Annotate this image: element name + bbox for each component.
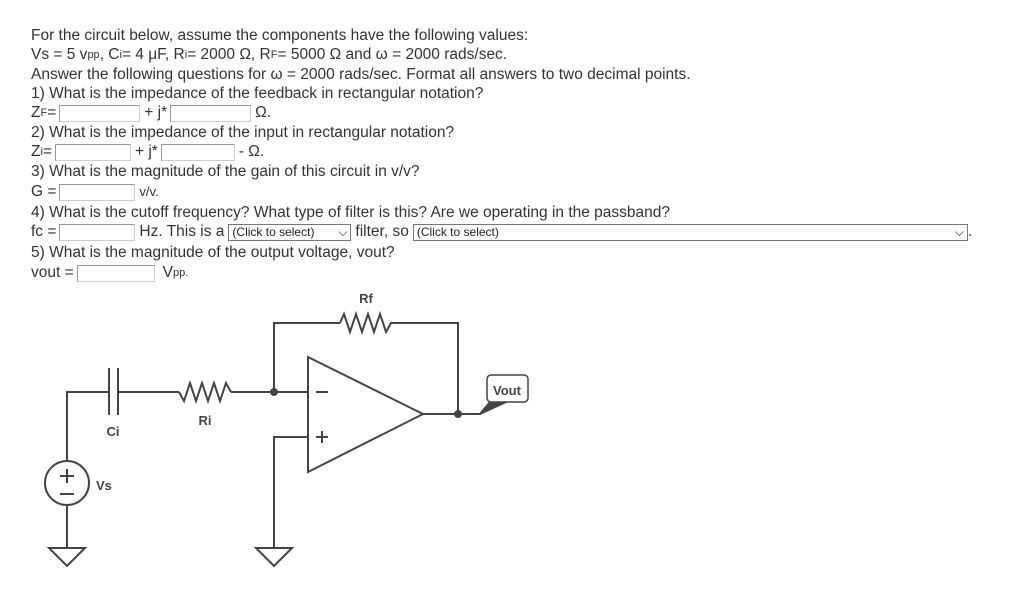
fc-label: fc = xyxy=(31,223,57,240)
ground-icon xyxy=(49,548,85,566)
eq: = xyxy=(42,143,52,160)
passband-text: filter, so xyxy=(355,223,409,240)
plus-j: + j* xyxy=(134,143,158,160)
ri-value: = 2000 Ω, R xyxy=(187,46,271,63)
ci-value: = 4 μF, R xyxy=(121,46,185,63)
wire-source-to-cap xyxy=(67,392,109,460)
output-dot xyxy=(455,411,461,417)
vs-value: Vs = 5 v xyxy=(31,46,88,63)
q2-question: 2) What is the impedance of the input in rectangular notation? xyxy=(31,124,455,141)
vout-label: Vout xyxy=(493,383,521,398)
ci-label: , C xyxy=(99,46,120,63)
q4-question: 4) What is the cutoff frequency? What type of filter is this? Are we operating in the passband? xyxy=(31,204,671,221)
capacitor-ci xyxy=(109,368,118,415)
q3-question: 3) What is the magnitude of the gain of this circuit in v/v? xyxy=(31,163,420,180)
sub: pp. xyxy=(173,267,189,279)
ci-label: Ci xyxy=(106,424,120,439)
select-value: (Click to select) xyxy=(232,224,315,239)
sub: i xyxy=(184,49,188,61)
vs-label: Vs xyxy=(96,478,112,493)
sub: i xyxy=(119,49,122,61)
zf-label: Z xyxy=(31,104,41,121)
zi-label: Z xyxy=(31,143,41,160)
g-label: G = xyxy=(31,183,57,200)
resistor-rf xyxy=(340,314,458,414)
resistor-ri xyxy=(179,383,231,401)
eq: = xyxy=(47,104,57,121)
period: . xyxy=(967,223,973,240)
sub: F xyxy=(270,49,278,61)
wire-plus-to-ground xyxy=(274,437,308,548)
rf-value: = 5000 Ω and ω = 2000 rads/sec. xyxy=(277,46,508,63)
q1-question: 1) What is the impedance of the feedback in rectangular notation? xyxy=(31,85,484,102)
q5-question: 5) What is the magnitude of the output voltage, vout? xyxy=(31,244,395,261)
ohm-unit: - Ω. xyxy=(238,143,265,160)
ground-icon xyxy=(256,548,292,566)
source-plus-icon xyxy=(60,469,74,483)
plus-sign xyxy=(316,431,328,443)
gain-unit: v/v. xyxy=(139,184,159,199)
chevron-down-icon: ⌵ xyxy=(338,224,348,239)
plus-j: + j* xyxy=(144,104,168,121)
vout-label: vout = xyxy=(31,264,74,281)
op-amp xyxy=(308,357,423,472)
sub: F xyxy=(40,107,48,119)
chevron-down-icon: ⌵ xyxy=(954,224,964,239)
intro-line-3: Answer the following questions for ω = 2000 rads/sec. Format all answers to two decimal points. xyxy=(31,66,691,83)
select-value: (Click to select) xyxy=(416,224,499,239)
rf-label: Rf xyxy=(359,291,373,306)
sub: i xyxy=(40,146,43,158)
vpp-unit: V xyxy=(162,264,173,281)
intro-line-1: For the circuit below, assume the components have the following values: xyxy=(31,27,529,44)
vout-pointer xyxy=(480,402,506,414)
filter-text: Hz. This is a xyxy=(139,223,225,240)
sub: pp xyxy=(87,49,100,61)
ohm-unit: Ω. xyxy=(255,104,272,121)
ri-label: Ri xyxy=(198,413,212,428)
